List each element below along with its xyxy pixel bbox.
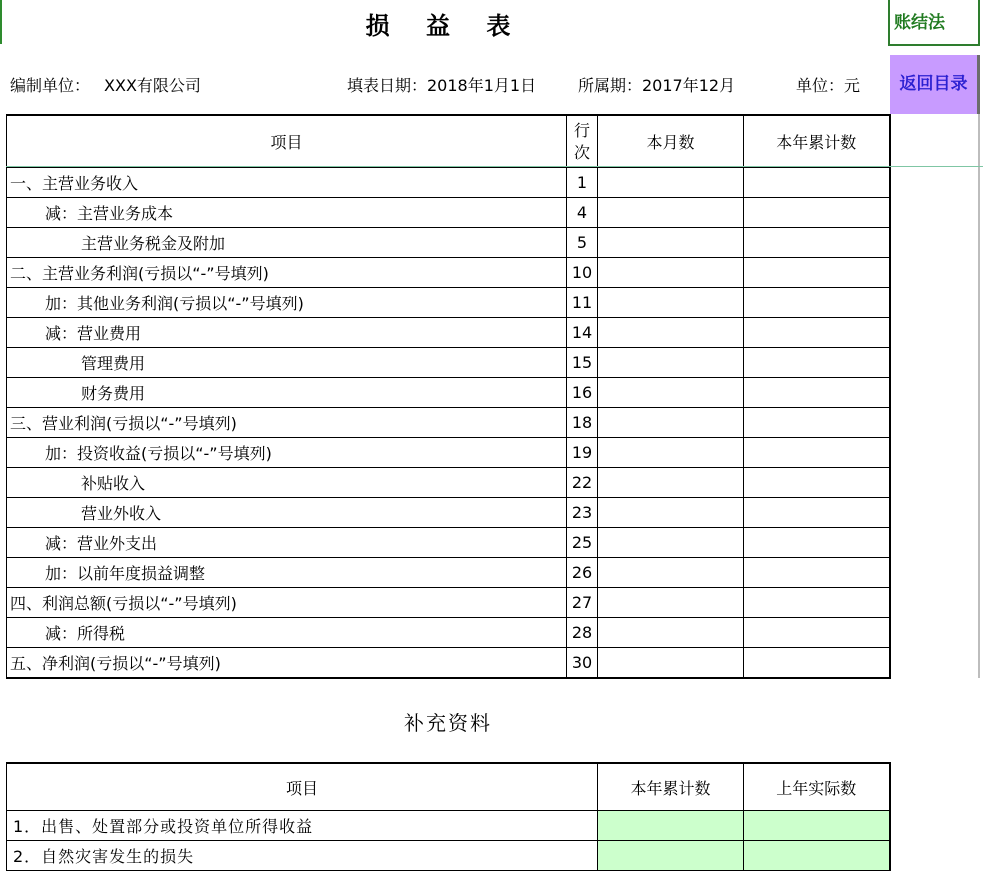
supp-ytd-cell[interactable]	[598, 841, 744, 871]
table-row	[7, 498, 890, 528]
row-ytd-cell[interactable]	[744, 528, 890, 558]
row-line-no: 23	[567, 498, 598, 528]
table-row	[7, 258, 890, 288]
table-row	[7, 228, 890, 258]
row-item: 加：投资收益(亏损以“-”号填列)	[7, 438, 567, 468]
income-statement-table	[6, 114, 891, 679]
row-month-cell[interactable]	[598, 648, 744, 679]
row-month-cell[interactable]	[598, 198, 744, 228]
row-line-no: 10	[567, 258, 598, 288]
table-row	[7, 318, 890, 348]
method-button[interactable]: 账结法	[888, 0, 980, 46]
row-ytd-cell[interactable]	[744, 348, 890, 378]
row-month-cell[interactable]	[598, 408, 744, 438]
row-ytd-cell[interactable]	[744, 558, 890, 588]
supplement-table	[6, 762, 891, 871]
table-row	[7, 378, 890, 408]
row-month-cell[interactable]	[598, 318, 744, 348]
row-line-no: 14	[567, 318, 598, 348]
row-item: 一、主营业务收入	[7, 168, 567, 198]
supp-col-header-last-year: 上年实际数	[744, 763, 890, 811]
col-header-month: 本月数	[598, 115, 744, 168]
row-ytd-cell[interactable]	[744, 588, 890, 618]
table-row	[7, 558, 890, 588]
row-item: 减：所得税	[7, 618, 567, 648]
row-ytd-cell[interactable]	[744, 198, 890, 228]
page-title: 损 益 表	[365, 12, 525, 40]
row-month-cell[interactable]	[598, 228, 744, 258]
row-ytd-cell[interactable]	[744, 318, 890, 348]
period: 所属期：2017年12月	[578, 76, 736, 95]
table-row	[7, 198, 890, 228]
unit: 单位：元	[796, 76, 861, 95]
col-header-item: 项目	[7, 115, 567, 168]
supp-row-item: 2．自然灾害发生的损失	[7, 841, 598, 871]
table-row	[7, 348, 890, 378]
row-line-no: 22	[567, 468, 598, 498]
row-item: 二、主营业务利润(亏损以“-”号填列)	[7, 258, 567, 288]
row-ytd-cell[interactable]	[744, 168, 890, 198]
sheet-divider	[978, 114, 980, 678]
company-info	[10, 73, 201, 99]
row-item: 营业外收入	[7, 498, 567, 528]
row-ytd-cell[interactable]	[744, 648, 890, 679]
row-month-cell[interactable]	[598, 588, 744, 618]
row-line-no: 30	[567, 648, 598, 679]
row-line-no: 25	[567, 528, 598, 558]
row-item: 四、利润总额(亏损以“-”号填列)	[7, 588, 567, 618]
row-month-cell[interactable]	[598, 468, 744, 498]
row-month-cell[interactable]	[598, 498, 744, 528]
row-line-no: 11	[567, 288, 598, 318]
supplement-row	[7, 841, 890, 871]
back-to-index-button[interactable]: 返回目录	[890, 55, 980, 114]
supplement-row	[7, 811, 890, 841]
supp-col-header-item: 项目	[7, 763, 598, 811]
row-line-no: 16	[567, 378, 598, 408]
row-item: 五、净利润(亏损以“-”号填列)	[7, 648, 567, 679]
row-line-no: 26	[567, 558, 598, 588]
row-item: 管理费用	[7, 348, 567, 378]
row-ytd-cell[interactable]	[744, 618, 890, 648]
row-ytd-cell[interactable]	[744, 408, 890, 438]
row-month-cell[interactable]	[598, 348, 744, 378]
row-ytd-cell[interactable]	[744, 438, 890, 468]
sheet-left-edge	[0, 0, 6, 44]
table-row	[7, 528, 890, 558]
row-month-cell[interactable]	[598, 438, 744, 468]
row-line-no: 4	[567, 198, 598, 228]
table-header-row	[7, 115, 890, 168]
row-line-no: 15	[567, 348, 598, 378]
row-line-no: 5	[567, 228, 598, 258]
supp-col-header-ytd: 本年累计数	[598, 763, 744, 811]
row-ytd-cell[interactable]	[744, 228, 890, 258]
row-ytd-cell[interactable]	[744, 258, 890, 288]
row-ytd-cell[interactable]	[744, 288, 890, 318]
table-row	[7, 288, 890, 318]
table-row	[7, 438, 890, 468]
row-item: 补贴收入	[7, 468, 567, 498]
row-month-cell[interactable]	[598, 378, 744, 408]
col-header-ytd: 本年累计数	[744, 115, 890, 168]
table-row	[7, 408, 890, 438]
row-month-cell[interactable]	[598, 558, 744, 588]
fill-date: 填表日期：2018年1月1日	[347, 76, 537, 95]
line-no-header-part2: 次	[573, 142, 590, 162]
row-line-no: 18	[567, 408, 598, 438]
row-line-no: 27	[567, 588, 598, 618]
row-line-no: 28	[567, 618, 598, 648]
row-ytd-cell[interactable]	[744, 498, 890, 528]
table-row	[7, 468, 890, 498]
supp-last-year-cell[interactable]	[744, 811, 890, 841]
row-item: 加：其他业务利润(亏损以“-”号填列)	[7, 288, 567, 318]
row-line-no: 19	[567, 438, 598, 468]
freeze-pane-line	[6, 166, 983, 167]
row-month-cell[interactable]	[598, 258, 744, 288]
row-item: 主营业务税金及附加	[7, 228, 567, 258]
row-item: 减：营业外支出	[7, 528, 567, 558]
row-item: 加：以前年度损益调整	[7, 558, 567, 588]
company-value: XXX有限公司	[104, 76, 201, 95]
table-row	[7, 618, 890, 648]
table-row	[7, 588, 890, 618]
row-item: 财务费用	[7, 378, 567, 408]
row-item: 减：主营业务成本	[7, 198, 567, 228]
table-row	[7, 168, 890, 198]
row-month-cell[interactable]	[598, 168, 744, 198]
company-label: 编制单位：	[10, 76, 91, 95]
row-month-cell[interactable]	[598, 618, 744, 648]
row-item: 三、营业利润(亏损以“-”号填列)	[7, 408, 567, 438]
row-month-cell[interactable]	[598, 528, 744, 558]
row-line-no: 1	[567, 168, 598, 198]
supplement-header-row	[7, 763, 890, 811]
line-no-header-part1: 行	[573, 120, 590, 140]
col-header-line-no	[567, 115, 598, 168]
row-ytd-cell[interactable]	[744, 468, 890, 498]
table-row	[7, 648, 890, 679]
row-ytd-cell[interactable]	[744, 378, 890, 408]
supplement-title: 补充资料	[404, 711, 492, 735]
supp-row-item: 1．出售、处置部分或投资单位所得收益	[7, 811, 598, 841]
row-item: 减：营业费用	[7, 318, 567, 348]
supp-ytd-cell[interactable]	[598, 811, 744, 841]
supp-last-year-cell[interactable]	[744, 841, 890, 871]
row-month-cell[interactable]	[598, 288, 744, 318]
